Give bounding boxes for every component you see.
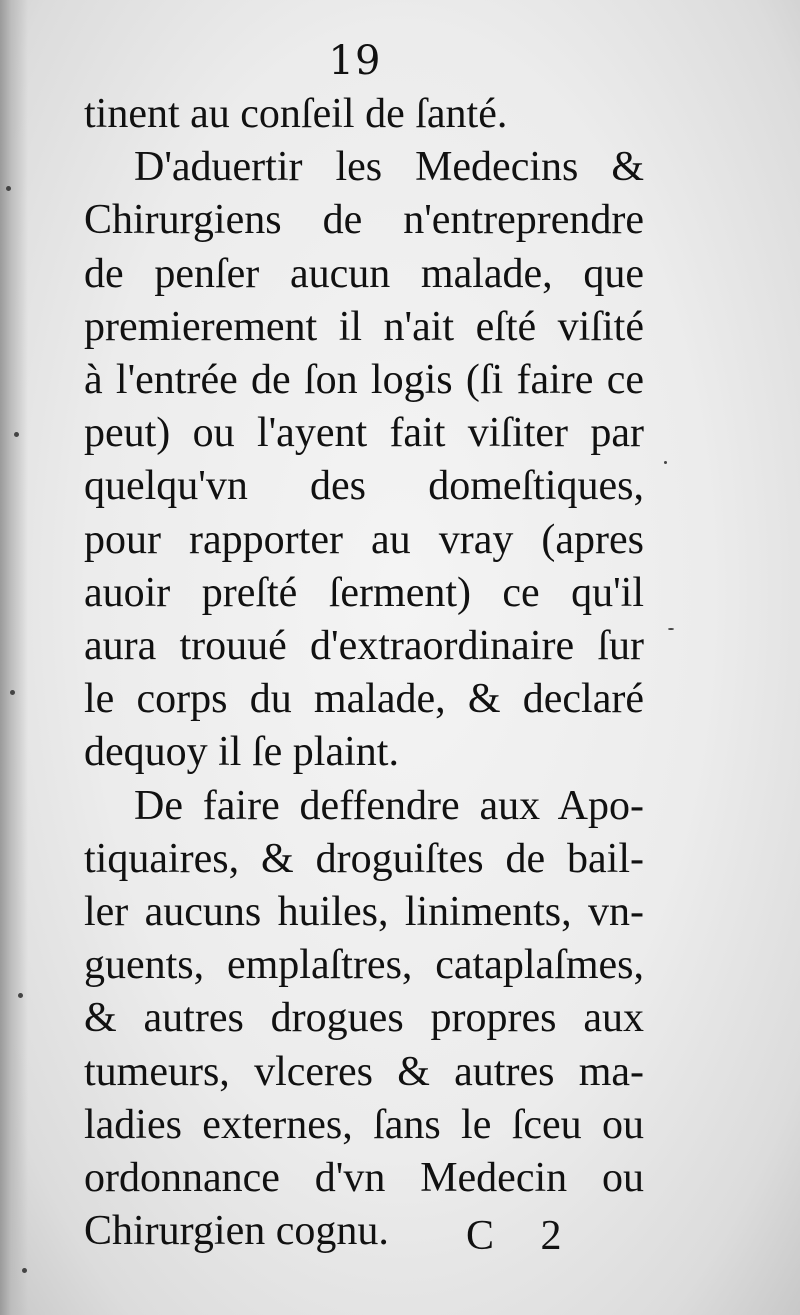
text-line: ordonnance d'vn Medecin ou bbox=[84, 1155, 644, 1202]
text-line: Chirurgien cognu. bbox=[84, 1208, 389, 1255]
text-line: quelqu'vn des domeſtiques, bbox=[84, 463, 644, 510]
text-line: D'aduertir les Medecins & bbox=[134, 144, 644, 191]
ink-speck bbox=[10, 690, 15, 695]
text-line: de penſer aucun malade, que bbox=[84, 250, 644, 297]
body-text bbox=[84, 88, 644, 1258]
text-line: peut) ou l'ayent fait viſiter par bbox=[84, 410, 644, 457]
text-line: guents, emplaſtres, cataplaſmes, bbox=[84, 942, 644, 989]
ink-speck bbox=[6, 186, 11, 191]
ink-speck bbox=[668, 628, 674, 630]
text-line: à l'entrée de ſon logis (ſi faire ce bbox=[84, 357, 644, 404]
text-line: De faire deffendre aux Apo- bbox=[134, 782, 644, 829]
ink-speck bbox=[664, 461, 667, 464]
text-line: pour rapporter au vray (apres bbox=[84, 516, 644, 563]
text-line: le corps du malade, & declaré bbox=[84, 676, 644, 723]
ink-speck bbox=[18, 993, 23, 998]
text-line: Chirurgiens de n'entreprendre bbox=[84, 197, 644, 244]
text-line: ladies externes, ſans le ſceu ou bbox=[84, 1101, 644, 1148]
text-line: tiquaires, & droguiſtes de bail- bbox=[84, 835, 644, 882]
text-line: tumeurs, vlceres & autres ma- bbox=[84, 1048, 644, 1095]
text-line: dequoy il ſe plaint. bbox=[84, 729, 399, 776]
text-line: tinent au conſeil de ſanté. bbox=[84, 91, 508, 137]
binding-gutter bbox=[0, 0, 28, 1315]
text-line: aura trouué d'extraordinaire ſur bbox=[84, 623, 644, 670]
text-line: & autres drogues propres aux bbox=[84, 995, 644, 1042]
ink-speck bbox=[14, 432, 19, 437]
text-line: ler aucuns huiles, liniments, vn- bbox=[84, 889, 644, 936]
ink-speck bbox=[22, 1268, 27, 1273]
page-number: 19 bbox=[328, 38, 382, 84]
text-line: auoir preſté ſerment) ce qu'il bbox=[84, 569, 644, 616]
text-line: premierement il n'ait eſté viſité bbox=[84, 303, 644, 350]
signature-mark: C 2 bbox=[466, 1213, 580, 1259]
